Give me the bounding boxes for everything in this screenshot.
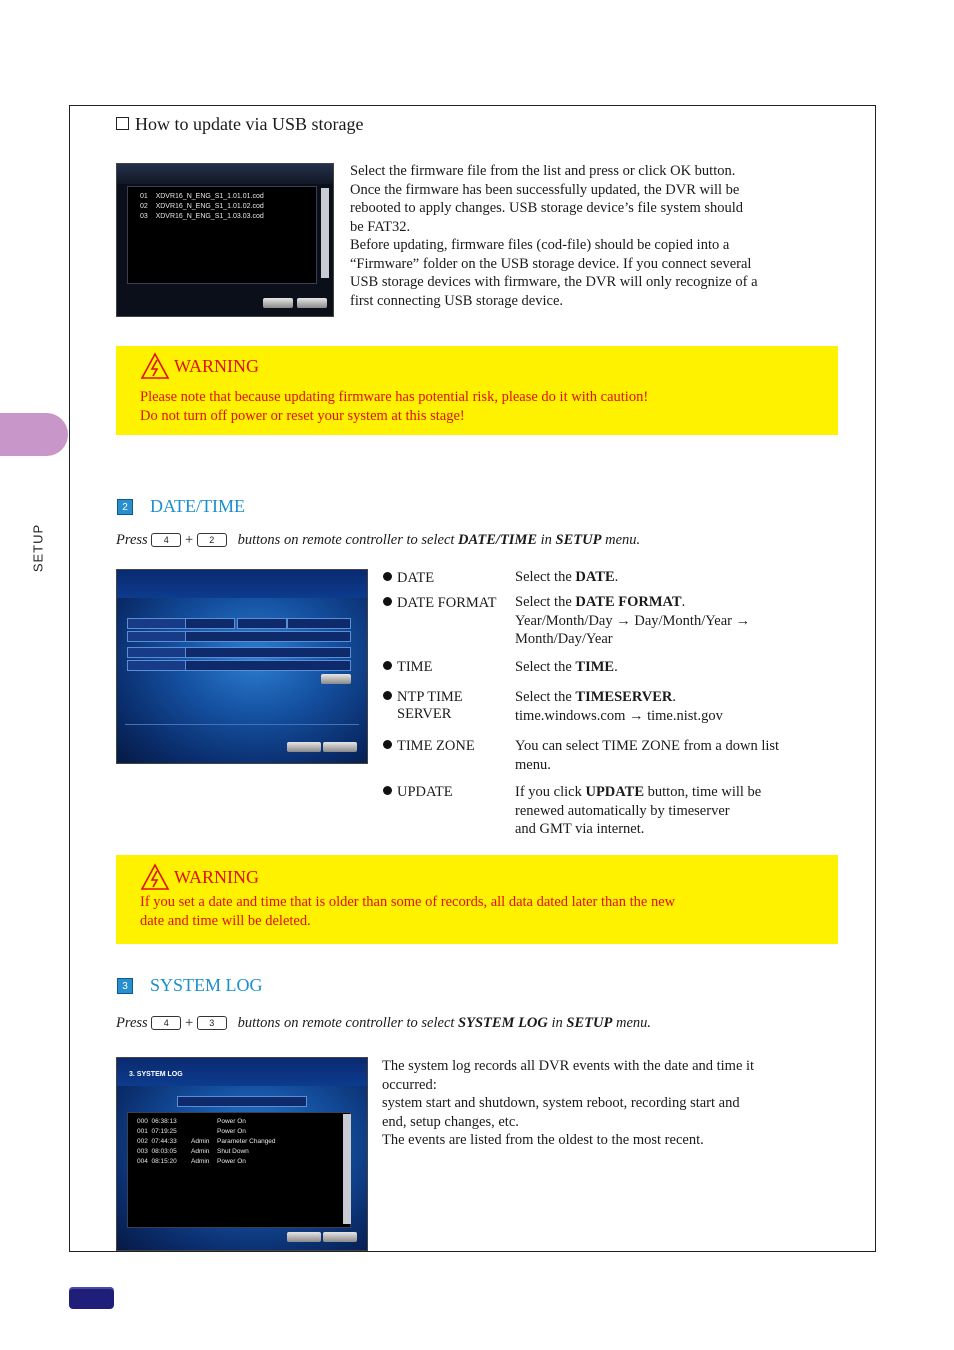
option-update-desc: If you click UPDATE button, time will be renewed automatically by timeserver and GMT via internet.	[515, 784, 762, 837]
bullet-icon	[383, 572, 392, 581]
warning-text: Please note that because updating firmware has potential risk, please do it with caution! Do not turn off power or reset your system at this stage!	[140, 389, 649, 424]
log-row: 002 07:44:33 Admin Parameter Changed	[137, 1138, 276, 1145]
screen-ok-button	[287, 1232, 321, 1242]
section-number-badge: 3	[117, 978, 133, 994]
screen-ok-button	[263, 298, 293, 308]
option-time: TIME	[383, 658, 513, 677]
warning-box-datetime	[116, 855, 838, 944]
bullet-icon	[383, 597, 392, 606]
option-date-format-desc: Select the DATE FORMAT. Year/Month/Day → Day/Month/Year → Month/Day/Year	[515, 594, 751, 647]
screen-field	[185, 647, 351, 658]
bullet-icon	[383, 661, 392, 670]
screen-field	[185, 660, 351, 671]
option-ntp-time-server: NTP TIME SERVER	[383, 688, 513, 723]
screen-field-label	[127, 631, 187, 642]
screen-field	[185, 618, 235, 629]
remote-key: 3	[197, 1016, 227, 1030]
warning-icon	[140, 863, 170, 891]
option-ntp-time-server-desc: Select the TIMESERVER. time.windows.com → time.nist.gov	[515, 689, 723, 724]
checkbox-icon	[116, 117, 129, 130]
option-time-zone: TIME ZONE	[383, 737, 513, 756]
warning-text: If you set a date and time that is older than some of records, all data dated later than the new date and time will be deleted.	[140, 894, 676, 929]
warning-icon	[140, 352, 170, 380]
screen-scrollbar	[343, 1114, 351, 1224]
option-update: UPDATE	[383, 783, 513, 802]
side-label: SETUP	[30, 523, 46, 573]
screen-cancel-button	[297, 298, 327, 308]
screen-header	[117, 570, 367, 598]
screen-cancel-button	[323, 742, 357, 752]
warning-title: WARNING	[174, 867, 259, 887]
bullet-icon	[383, 740, 392, 749]
screen-ok-button	[287, 742, 321, 752]
screen-date-field	[177, 1096, 307, 1107]
firmware-file-row: 02 XDVR16_N_ENG_S1_1.01.02.cod	[140, 203, 264, 210]
warning-box-firmware	[116, 346, 838, 435]
option-date: DATE	[383, 569, 513, 588]
remote-key: 2	[197, 533, 227, 547]
screen-cancel-button	[323, 1232, 357, 1242]
systemlog-text: The system log records all DVR events with the date and time it occurred: system start and shutdown, system reboot, recording start and end, setup changes, etc. The events are listed from the oldest to the most recent.	[382, 1058, 755, 1148]
screen-field	[287, 618, 351, 629]
warning-title: WARNING	[174, 356, 259, 376]
firmware-file-row: 03 XDVR16_N_ENG_S1_1.03.03.cod	[140, 213, 264, 220]
option-date-format: DATE FORMAT	[383, 594, 513, 613]
screen-field	[185, 631, 351, 642]
option-time-desc: Select the TIME.	[515, 659, 618, 675]
section-title-systemlog: SYSTEM LOG	[150, 975, 263, 995]
remote-key: 4	[151, 1016, 181, 1030]
page-number-tab	[69, 1287, 114, 1309]
side-tab	[0, 413, 68, 456]
screen-field	[237, 618, 287, 629]
bullet-icon	[383, 691, 392, 700]
screen-field-label	[127, 618, 187, 629]
log-row: 004 08:15:20 Admin Power On	[137, 1158, 246, 1165]
bullet-icon	[383, 786, 392, 795]
screen-field-label	[127, 647, 187, 658]
log-row: 000 06:38:13 Power On	[137, 1118, 246, 1125]
log-row: 001 07:19:25 Power On	[137, 1128, 246, 1135]
log-row: 003 08:03:05 Admin Shut Down	[137, 1148, 249, 1155]
systemlog-screenshot	[116, 1057, 368, 1251]
section-title-datetime: DATE/TIME	[150, 496, 245, 516]
firmware-file-row: 01 XDVR16_N_ENG_S1_1.01.01.cod	[140, 193, 264, 200]
firmware-update-screenshot	[116, 163, 334, 317]
usb-update-title: How to update via USB storage	[116, 114, 363, 135]
screen-update-button	[321, 674, 351, 684]
systemlog-press-instruction: Press 4 + 3 buttons on remote controller to select SYSTEM LOG in SETUP menu.	[116, 1015, 652, 1031]
option-time-zone-desc: You can select TIME ZONE from a down list menu.	[515, 738, 780, 773]
datetime-press-instruction: Press 4 + 2 buttons on remote controller to select DATE/TIME in SETUP menu.	[116, 532, 641, 548]
screen-header	[117, 164, 333, 184]
screen-header	[117, 1058, 367, 1086]
usb-update-text: Select the firmware file from the list and press or click OK button. Once the firmware has been successfully updated, the DVR will be rebooted to apply changes. USB storage device’s file system should be FAT32. Before updating, firmware files (cod-file) should be copied into a “Firmware” folder on the USB storage device. If you connect several USB storage devices with firmware, the DVR will only recognize of a first connecting USB storage device.	[350, 163, 758, 309]
remote-key: 4	[151, 533, 181, 547]
screen-scrollbar	[321, 188, 329, 278]
screen-divider	[125, 724, 359, 733]
screen-field-label	[127, 660, 187, 671]
datetime-screenshot	[116, 569, 368, 764]
section-number-badge: 2	[117, 499, 133, 515]
option-date-desc: Select the DATE.	[515, 569, 619, 585]
firmware-file-list	[127, 186, 317, 284]
screen-title: 3. SYSTEM LOG	[129, 1071, 183, 1078]
